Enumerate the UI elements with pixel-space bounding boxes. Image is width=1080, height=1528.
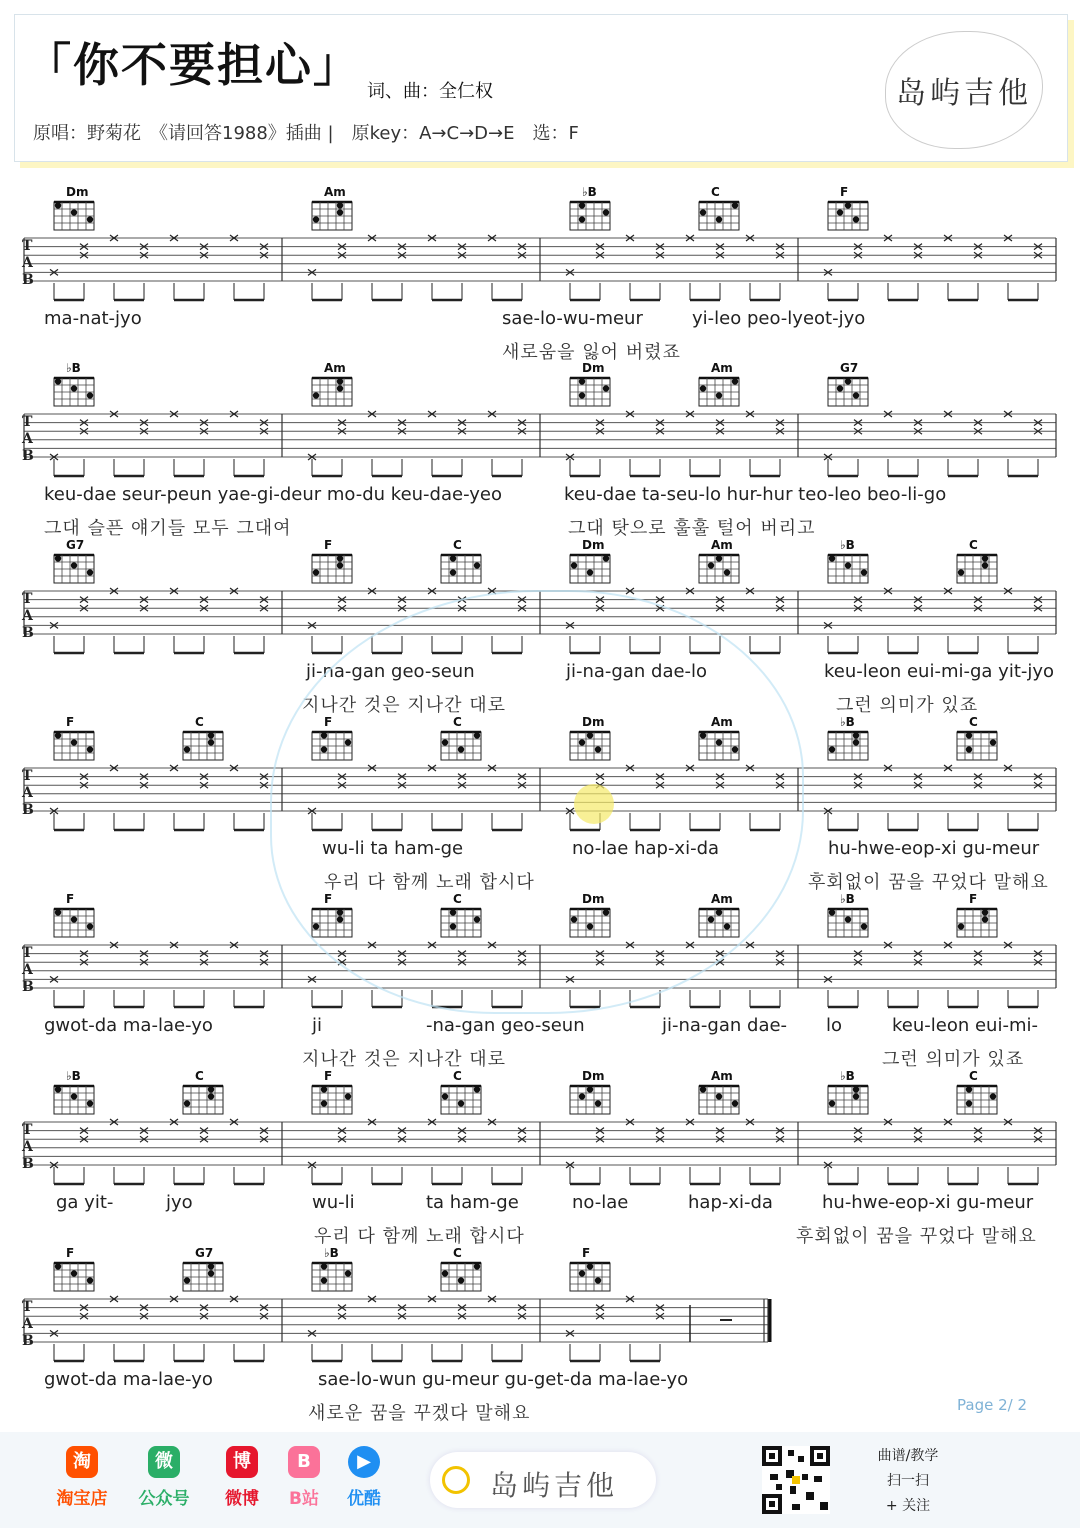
chord-diagram xyxy=(441,1069,481,1114)
svg-text:A: A xyxy=(22,1316,33,1332)
chord-name: C xyxy=(969,538,978,552)
chord-diagram xyxy=(828,1069,868,1114)
bilibili-label: B站 xyxy=(289,1489,319,1509)
chord-diagram xyxy=(312,185,352,230)
wechat-icon: 微 xyxy=(148,1446,180,1478)
chord-diagram xyxy=(828,538,868,583)
chord-diagram xyxy=(699,715,739,760)
qr-caption-line-2: 扫一扫 xyxy=(887,1473,929,1489)
lyric-romanization: sae-lo-wu-meur xyxy=(502,308,643,329)
chord-name: C xyxy=(453,715,462,729)
chord-name: F xyxy=(969,892,978,906)
chord-name: F xyxy=(324,715,333,729)
chord-diagram xyxy=(699,892,739,937)
chord-name: C xyxy=(711,185,720,199)
chord-diagram xyxy=(312,715,352,760)
chord-name: ♭B xyxy=(840,538,855,552)
wechat-link[interactable] xyxy=(134,1446,194,1509)
taobao-label: 淘宝店 xyxy=(56,1489,108,1509)
chord-name: C xyxy=(453,892,462,906)
svg-text:B: B xyxy=(22,1333,34,1349)
svg-text:B: B xyxy=(22,979,34,995)
svg-text:T: T xyxy=(22,238,33,254)
tab-staff xyxy=(24,710,1066,840)
chord-name: ♭B xyxy=(582,185,597,199)
chord-name: C xyxy=(195,715,204,729)
chord-diagram xyxy=(312,892,352,937)
chord-name: G7 xyxy=(66,538,85,552)
chord-name: Dm xyxy=(66,185,89,199)
chord-diagram xyxy=(441,892,481,937)
lyric-hangul: 우리 다 함께 노래 합시다 xyxy=(324,872,535,893)
svg-text:B: B xyxy=(22,1156,34,1172)
chord-name: ♭B xyxy=(66,361,81,375)
lyric-romanization: sae-lo-wun gu-meur gu-get-da ma-lae-yo xyxy=(318,1369,689,1390)
chord-diagram xyxy=(570,715,610,760)
svg-text:A: A xyxy=(22,962,33,978)
chord-name: Am xyxy=(711,715,733,729)
svg-text:B: B xyxy=(22,448,34,464)
lyric-romanization: keu-leon eui-mi-ga yit-jyo xyxy=(824,661,1055,682)
tab-system xyxy=(24,1241,1066,1431)
svg-text:T: T xyxy=(22,591,33,607)
chord-name: C xyxy=(969,1069,978,1083)
lyric-romanization: no-lae hap-xi-da xyxy=(572,838,720,859)
chord-diagram xyxy=(828,892,868,937)
chord-diagram xyxy=(54,715,94,760)
chord-name: ♭B xyxy=(840,892,855,906)
chord-name: Dm xyxy=(582,715,605,729)
chord-diagram xyxy=(570,1246,610,1291)
chord-diagram xyxy=(54,892,94,937)
svg-text:T: T xyxy=(22,1122,33,1138)
lyric-romanization: -na-gan geo-seun xyxy=(426,1015,585,1036)
chord-name: F xyxy=(324,1069,333,1083)
chord-diagram xyxy=(54,361,94,406)
chord-name: F xyxy=(840,185,849,199)
chord-diagram xyxy=(312,1246,352,1291)
chord-name: C xyxy=(453,1246,462,1260)
chord-diagram xyxy=(699,361,739,406)
svg-text:A: A xyxy=(22,608,33,624)
chord-diagram xyxy=(183,715,223,760)
tab-system xyxy=(24,1064,1066,1254)
chord-name: Am xyxy=(324,361,346,375)
chord-diagram xyxy=(957,538,997,583)
chord-name: Dm xyxy=(582,361,605,375)
chord-name: F xyxy=(66,715,75,729)
chord-name: G7 xyxy=(195,1246,214,1260)
svg-text:A: A xyxy=(22,1139,33,1155)
song-title: 「你不要担心」 xyxy=(25,38,361,92)
lyric-romanization: gwot-da ma-lae-yo xyxy=(44,1015,213,1036)
chord-name: Dm xyxy=(582,892,605,906)
svg-text:T: T xyxy=(22,945,33,961)
lyric-hangul: 지나간 것은 지나간 대로 xyxy=(302,695,507,716)
chord-diagram xyxy=(828,185,868,230)
chord-diagram xyxy=(957,1069,997,1114)
chord-diagram xyxy=(312,1069,352,1114)
lyric-romanization: hu-hwe-eop-xi gu-meur xyxy=(822,1192,1034,1213)
chord-name: ♭B xyxy=(66,1069,81,1083)
chord-diagram xyxy=(54,185,94,230)
svg-text:A: A xyxy=(22,431,33,447)
lyric-romanization: wu-li ta ham-ge xyxy=(322,838,464,859)
chord-name: C xyxy=(453,1069,462,1083)
chord-name: F xyxy=(66,892,75,906)
lyric-romanization: wu-li xyxy=(312,1192,355,1213)
qr-caption xyxy=(858,1444,958,1519)
chord-diagram xyxy=(54,1246,94,1291)
chord-name: ♭B xyxy=(840,1069,855,1083)
chord-diagram xyxy=(441,715,481,760)
svg-text:T: T xyxy=(22,768,33,784)
tab-system xyxy=(24,180,1066,370)
chord-name: F xyxy=(66,1246,75,1260)
youku-icon: ▶ xyxy=(348,1446,380,1478)
lyric-romanization: ji xyxy=(312,1015,323,1036)
chord-name: Am xyxy=(711,892,733,906)
weibo-link[interactable] xyxy=(212,1446,272,1509)
chord-name: Am xyxy=(711,1069,733,1083)
weibo-icon: 博 xyxy=(226,1446,258,1478)
tab-system xyxy=(24,887,1066,1077)
chord-diagram xyxy=(570,892,610,937)
chord-name: F xyxy=(582,1246,591,1260)
chord-name: Dm xyxy=(582,538,605,552)
svg-text:A: A xyxy=(22,255,33,271)
chord-diagram xyxy=(54,1069,94,1114)
watermark-dot xyxy=(574,784,614,824)
tab-staff xyxy=(24,356,1066,486)
tab-staff xyxy=(24,1241,1066,1371)
chord-diagram xyxy=(441,1246,481,1291)
lyric-romanization: ma-nat-jyo xyxy=(44,308,142,329)
chord-name: F xyxy=(324,538,333,552)
bilibili-link[interactable] xyxy=(274,1446,334,1509)
svg-text:B: B xyxy=(22,802,34,818)
taobao-link[interactable] xyxy=(52,1446,112,1509)
qr-caption-line-3: + 关注 xyxy=(885,1498,931,1514)
chord-diagram xyxy=(957,715,997,760)
taobao-icon: 淘 xyxy=(66,1446,98,1478)
lyric-hangul: 후회없이 꿈을 꾸었다 말해요 xyxy=(796,1226,1037,1247)
chord-diagram xyxy=(570,361,610,406)
svg-text:T: T xyxy=(22,414,33,430)
chord-diagram xyxy=(312,538,352,583)
lyric-romanization: ga yit- xyxy=(56,1192,114,1213)
chord-diagram xyxy=(183,1246,223,1291)
svg-text:B: B xyxy=(22,625,34,641)
youku-label: 优酷 xyxy=(347,1489,381,1509)
chord-name: Am xyxy=(711,538,733,552)
svg-text:A: A xyxy=(22,785,33,801)
lyric-romanization: ji-na-gan dae-lo xyxy=(566,661,708,682)
lyric-hangul: 그대 슬픈 얘기들 모두 그대여 xyxy=(44,518,292,539)
chord-diagram xyxy=(54,538,94,583)
chord-diagram xyxy=(570,538,610,583)
tab-staff xyxy=(24,533,1066,663)
lyric-romanization: jyo xyxy=(166,1192,193,1213)
header-panel xyxy=(14,14,1068,162)
brand-search-box[interactable] xyxy=(430,1452,656,1508)
svg-text:T: T xyxy=(22,1299,33,1315)
chord-diagram xyxy=(312,361,352,406)
song-meta: 原唱：野菊花 《请回答1988》插曲 | 原key：A→C→D→E 选：F xyxy=(33,123,579,144)
chord-name: F xyxy=(324,892,333,906)
lyric-hangul: 새로움을 잃어 버렸죠 xyxy=(502,342,681,363)
tab-staff xyxy=(24,180,1066,310)
qr-code-icon[interactable] xyxy=(762,1446,830,1514)
lyric-romanization: keu-dae ta-seu-lo hur-hur teo-leo beo-li-go xyxy=(564,484,947,505)
lyric-romanization: ta ham-ge xyxy=(426,1192,519,1213)
chord-name: Am xyxy=(711,361,733,375)
lyric-romanization: yi-leo peo-lyeot-jyo xyxy=(692,308,866,329)
chord-name: G7 xyxy=(840,361,859,375)
weibo-label: 微博 xyxy=(225,1489,259,1509)
svg-text:B: B xyxy=(22,272,34,288)
lyric-romanization: ji-na-gan dae- xyxy=(662,1015,788,1036)
chord-diagram xyxy=(570,1069,610,1114)
chord-diagram xyxy=(570,185,610,230)
chord-diagram xyxy=(699,185,739,230)
qr-caption-line-1: 曲谱/教学 xyxy=(877,1448,939,1464)
lyric-hangul: 우리 다 함께 노래 합시다 xyxy=(314,1226,525,1247)
lyric-romanization: keu-leon eui-mi- xyxy=(892,1015,1038,1036)
chord-diagram xyxy=(957,892,997,937)
lyric-hangul: 그대 탓으로 훌훌 털어 버리고 xyxy=(568,518,816,539)
lyric-romanization: hap-xi-da xyxy=(688,1192,773,1213)
lyric-hangul: 그런 의미가 있죠 xyxy=(882,1049,1025,1070)
chord-name: Am xyxy=(324,185,346,199)
chord-name: C xyxy=(195,1069,204,1083)
tab-system xyxy=(24,710,1066,900)
tab-staff xyxy=(24,887,1066,1017)
chord-diagram xyxy=(699,538,739,583)
lyric-hangul: 새로운 꿈을 꾸겠다 말해요 xyxy=(308,1403,531,1424)
chord-name: ♭B xyxy=(840,715,855,729)
brand-logo xyxy=(885,31,1043,149)
lyric-romanization: hu-hwe-eop-xi gu-meur xyxy=(828,838,1040,859)
chord-diagram xyxy=(183,1069,223,1114)
lyric-romanization: keu-dae seur-peun yae-gi-deur mo-du keu-dae-yeo xyxy=(44,484,502,505)
chord-name: C xyxy=(969,715,978,729)
search-icon xyxy=(442,1466,470,1494)
chord-name: C xyxy=(453,538,462,552)
brand-search-text: 岛屿吉他 xyxy=(490,1469,619,1502)
logo-text: 岛屿吉他 xyxy=(896,76,1032,111)
wechat-label: 公众号 xyxy=(138,1489,190,1509)
lyric-romanization: ji-na-gan geo-seun xyxy=(306,661,475,682)
chord-diagram xyxy=(699,1069,739,1114)
tab-staff xyxy=(24,1064,1066,1194)
lyric-romanization: no-lae xyxy=(572,1192,629,1213)
page-number: Page 2/ 2 xyxy=(957,1396,1027,1414)
lyric-romanization: gwot-da ma-lae-yo xyxy=(44,1369,213,1390)
chord-name: Dm xyxy=(582,1069,605,1083)
songwriter-credit: 词、曲：全仁权 xyxy=(367,81,493,102)
lyric-romanization: lo xyxy=(826,1015,843,1036)
tab-system xyxy=(24,356,1066,546)
chord-diagram xyxy=(828,715,868,760)
chord-name: ♭B xyxy=(324,1246,339,1260)
chord-diagram xyxy=(441,538,481,583)
lyric-hangul: 지나간 것은 지나간 대로 xyxy=(302,1049,507,1070)
chord-diagram xyxy=(828,361,868,406)
footer-bar xyxy=(0,1432,1080,1528)
bilibili-icon: B xyxy=(288,1446,320,1478)
youku-link[interactable] xyxy=(334,1446,394,1509)
tab-system xyxy=(24,533,1066,723)
lyric-hangul: 후회없이 꿈을 꾸었다 말해요 xyxy=(808,872,1049,893)
lyric-hangul: 그런 의미가 있죠 xyxy=(836,695,979,716)
